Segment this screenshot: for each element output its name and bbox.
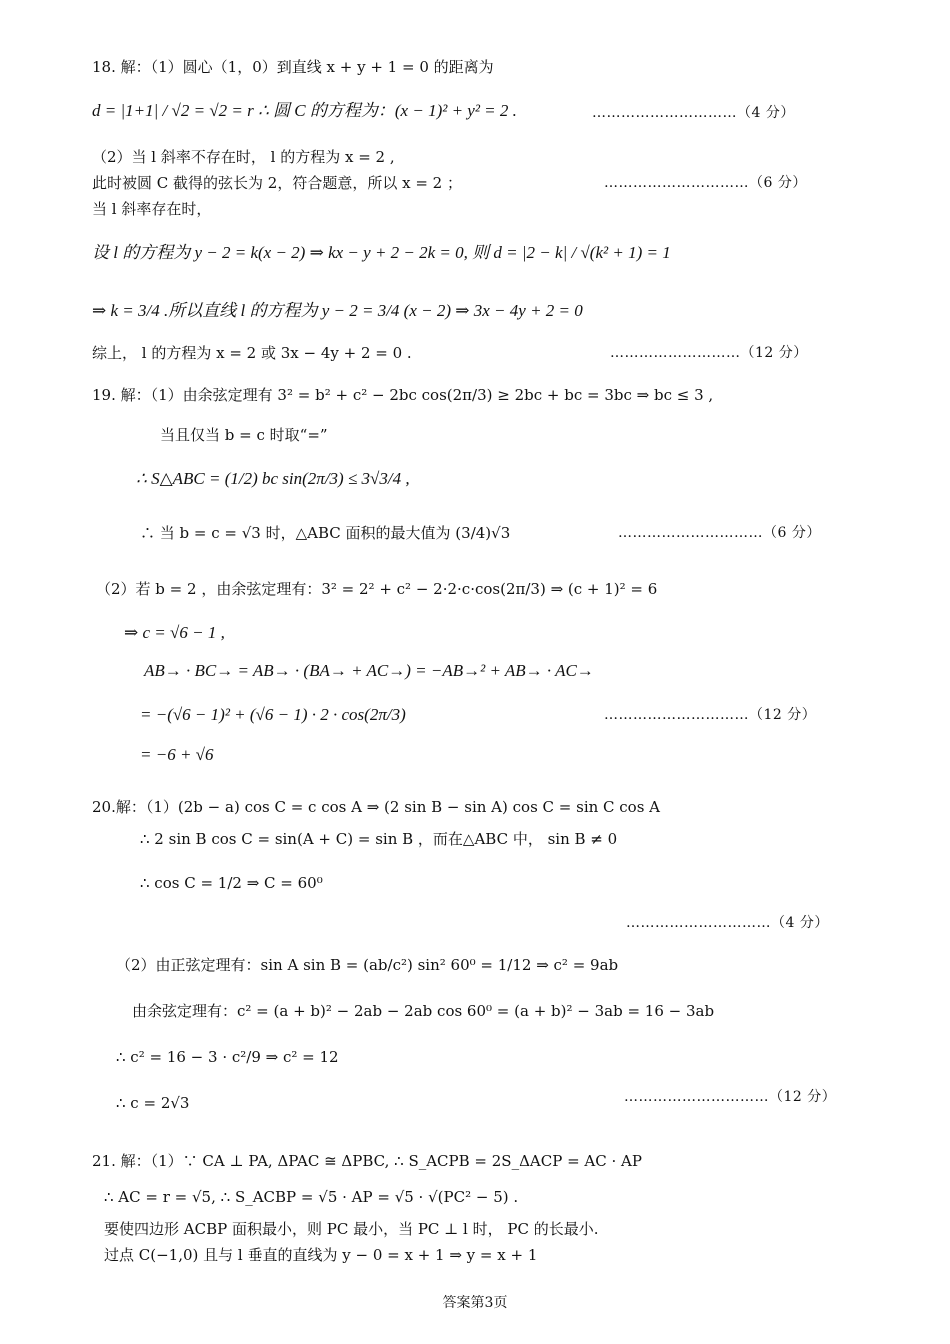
text-line-18-intro: 18. 解：（1）圆心（1，0）到直线 x + y + 1 = 0 的距离为 [92, 58, 494, 76]
score-mark: …………………………（6 分） [618, 525, 821, 541]
score-mark: …………………………（4 分） [592, 105, 795, 121]
text-line-19-part2: （2）若 b = 2 ，由余弦定理有：3² = 2² + c² − 2·2·c·cos(2π/3) ⇒ (c + 1)² = 6 [96, 580, 658, 598]
text-line-19-vector-eval: = −(√6 − 1)² + (√6 − 1) · 2 · cos(2π/3) [140, 705, 406, 724]
text-line-18-part2: （2）当 l 斜率不存在时， l 的方程为 x = 2 , [92, 148, 395, 166]
text-line-20-c-result: ∴ c = 2√3 [116, 1094, 190, 1112]
text-line-21-minimize: 要使四边形 ACBP 面积最小，则 PC 最小，当 PC ⊥ l 时， PC 的长最小. [104, 1220, 599, 1238]
text-line-20-angle: ∴ cos C = 1/2 ⇒ C = 60⁰ [140, 874, 323, 892]
page-footer: 答案第3页 [442, 1295, 508, 1311]
text-line-20-part1: 20.解：（1）(2b − a) cos C = c cos A ⇒ (2 sin B − sin A) cos C = sin C cos A [92, 798, 661, 816]
score-mark: …………………………（12 分） [624, 1089, 837, 1105]
text-line-19-part1: 19. 解：（1）由余弦定理有 3² = b² + c² − 2bc cos(2π/3) ≥ 2bc + bc = 3bc ⇒ bc ≤ 3 , [92, 386, 714, 404]
text-line-18-conclusion: 综上， l 的方程为 x = 2 或 3x − 4y + 2 = 0 . [92, 344, 412, 362]
text-line-18-k-value: ⇒ k = 3/4 .所以直线 l 的方程为 y − 2 = 3/4 (x − 2) ⇒ 3x − 4y + 2 = 0 [92, 301, 583, 320]
score-mark: …………………………（6 分） [604, 175, 807, 191]
text-line-19-vector: AB→ · BC→ = AB→ · (BA→ + AC→) = −AB→² + AB→ · AC→ [144, 661, 594, 680]
text-line-19-c-value: ⇒ c = √6 − 1 , [124, 623, 225, 642]
text-line-21-area: ∴ AC = r = √5, ∴ S_ACBP = √5 · AP = √5 · √(PC² − 5) . [104, 1188, 519, 1206]
score-mark: ………………………（12 分） [610, 345, 808, 361]
text-line-20-cosine: 由余弦定理有：c² = (a + b)² − 2ab − 2ab cos 60⁰ = (a + b)² − 3ab = 16 − 3ab [132, 1002, 715, 1020]
text-line-20-sine: ∴ 2 sin B cos C = sin(A + C) = sin B ，而在△ABC 中， sin B ≠ 0 [140, 830, 618, 848]
text-line-18-set-l: 设 l 的方程为 y − 2 = k(x − 2) ⇒ kx − y + 2 − 2k = 0, 则 d = |2 − k| / √(k² + 1) = 1 [92, 243, 671, 262]
text-line-18-chord: 此时被圆 C 截得的弦长为 2，符合题意，所以 x = 2 ； [92, 174, 462, 192]
text-line-20-c-squared: ∴ c² = 16 − 3 · c²/9 ⇒ c² = 12 [116, 1048, 339, 1066]
text-line-21-perpendicular: 过点 C(−1,0) 且与 l 垂直的直线为 y − 0 = x + 1 ⇒ y = x + 1 [104, 1246, 538, 1264]
score-mark: …………………………（4 分） [626, 915, 829, 931]
text-line-21-part1: 21. 解：（1）∵ CA ⊥ PA, ΔPAC ≅ ΔPBC, ∴ S_ACPB = 2S_ΔACP = AC · AP [92, 1152, 642, 1170]
text-line-19-area: ∴ S△ABC = (1/2) bc sin(2π/3) ≤ 3√3/4 , [136, 469, 410, 488]
text-line-18-slope: 当 l 斜率存在时， [92, 200, 212, 218]
text-line-20-part2: （2）由正弦定理有：sin A sin B = (ab/c²) sin² 60⁰ = 1/12 ⇒ c² = 9ab [116, 956, 619, 974]
text-line-19-max-area: ∴ 当 b = c = √3 时，△ABC 面积的最大值为 (3/4)√3 [140, 524, 511, 542]
text-line-18-distance: d = |1+1| / √2 = √2 = r ∴ 圆 C 的方程为：(x − 1)² + y² = 2 . [92, 101, 517, 120]
score-mark: …………………………（12 分） [604, 707, 817, 723]
text-line-19-result: = −6 + √6 [140, 745, 214, 764]
text-line-19-equality: 当且仅当 b = c 时取“=” [160, 426, 328, 444]
